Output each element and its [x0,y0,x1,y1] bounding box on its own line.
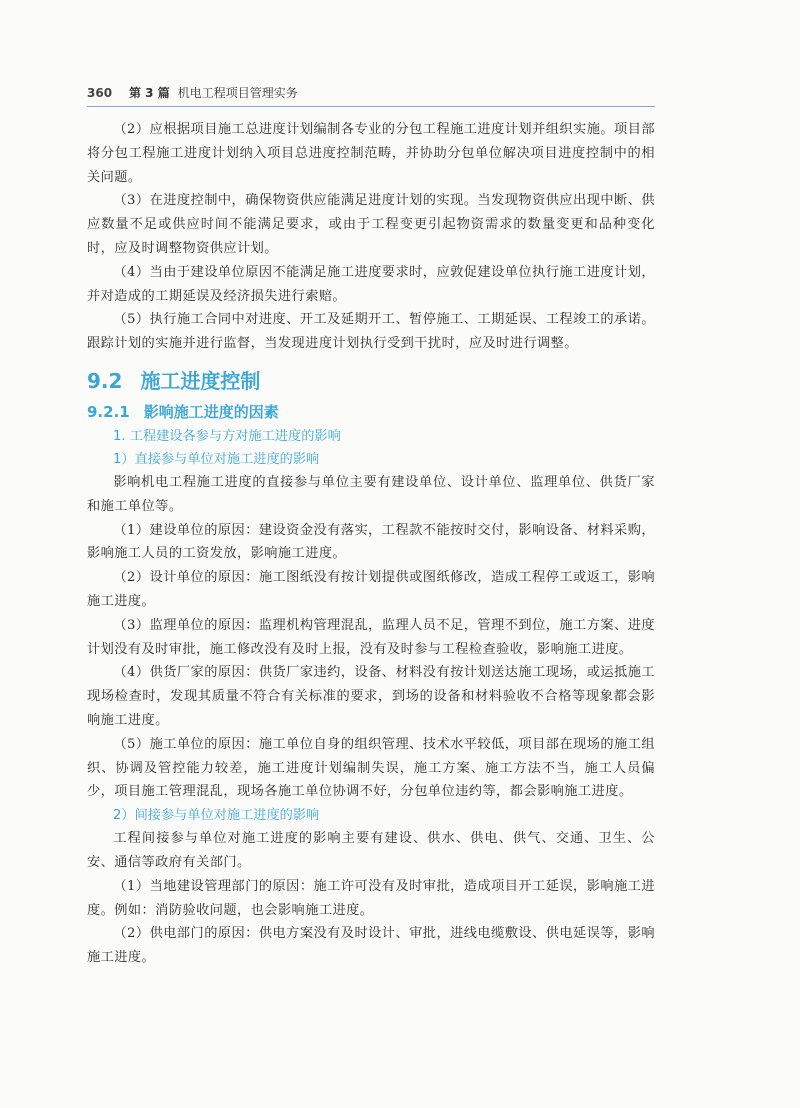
paragraph: （1）当地建设管理部门的原因：施工许可没有及时审批，造成项目开工延误，影响施工进度。例如：消防验收问题，也会影响施工进度。 [87,878,655,918]
paragraph: （2）应根据项目施工总进度计划编制各专业的分包工程施工进度计划并组织实施。项目部将分包工程施工进度计划纳入项目总进度控制范畴，并协助分包单位解决项目进度控制中的相关问题。 [87,122,655,185]
paragraph: （1）建设单位的原因：建设资金没有落实，工程款不能按时交付，影响设备、材料采购，影响施工人员的工资发放，影响施工进度。 [87,522,655,562]
topic-heading: 1. 工程建设各参与方对施工进度的影响 [113,428,341,444]
subsection-title: 影响施工进度的因素 [143,402,279,421]
section-heading [87,364,655,398]
page-body [87,118,655,970]
paragraph: （5）执行施工合同中对进度、开工及延期开工、暂停施工、工期延误、工程竣工的承诺。跟踪计划的实施并进行监督，当发现进度计划执行受到干扰时，应及时进行调整。 [87,312,655,352]
section-title: 施工进度控制 [140,368,261,393]
subsection-number: 9.2.1 [87,402,130,421]
indirect-participants-heading: 2）间接参与单位对施工进度的影响 [113,808,320,824]
paragraph: （4）供货厂家的原因：供货厂家违约，设备、材料没有按计划送达施工现场，或运抵施工现场检查时，发现其质量不符合有关标准的要求，到场的设备和材料验收不合格等现象都会影响施工进度。 [87,665,655,728]
paragraph: （4）当由于建设单位原因不能满足施工进度要求时，应敦促建设单位执行施工进度计划，并对造成的工期延误及经济损失进行索赔。 [87,264,655,304]
paragraph: （3）在进度控制中，确保物资供应能满足进度计划的实现。当发现物资供应出现中断、供应数量不足或供应时间不能满足要求，或由于工程变更引起物资需求的数量变更和品种变化时，应及时调整物资供应计划。 [87,193,655,256]
paragraph: （5）施工单位的原因：施工单位自身的组织管理、技术水平较低，项目部在现场的施工组织、协调及管控能力较差，施工进度计划编制失误，施工方案、施工方法不当，施工人员偏少，项目施工管理混乱，现场各施工单位协调不好，分包单位违约等，都会影响施工进度。 [87,736,655,800]
page-number: 360 [87,86,113,100]
paragraph: （2）供电部门的原因：供电方案没有及时设计、审批，进线电缆敷设、供电延误等，影响施工进度。 [87,926,655,966]
part-title: 机电工程项目管理实务 [177,86,298,100]
direct-participants-heading: 1）直接参与单位对施工进度的影响 [113,451,320,467]
paragraph: （3）监理单位的原因：监理机构管理混乱，监理人员不足，管理不到位，施工方案、进度计划没有及时审批，施工修改没有及时上报，没有及时参与工程检查验收，影响施工进度。 [87,617,655,657]
section-number: 9.2 [87,368,123,393]
paragraph: （2）设计单位的原因：施工图纸没有按计划提供或图纸修改，造成工程停工或返工，影响施工进度。 [87,570,655,609]
subsection-heading [87,398,655,426]
paragraph: 影响机电工程施工进度的直接参与单位主要有建设单位、设计单位、监理单位、供货厂家和施工单位等。 [87,474,655,514]
paragraph: 工程间接参与单位对施工进度的影响主要有建设、供水、供电、供气、交通、卫生、公安、通信等政府有关部门。 [87,831,655,870]
running-header [87,80,655,107]
part-label: 第 3 篇 [129,86,170,100]
